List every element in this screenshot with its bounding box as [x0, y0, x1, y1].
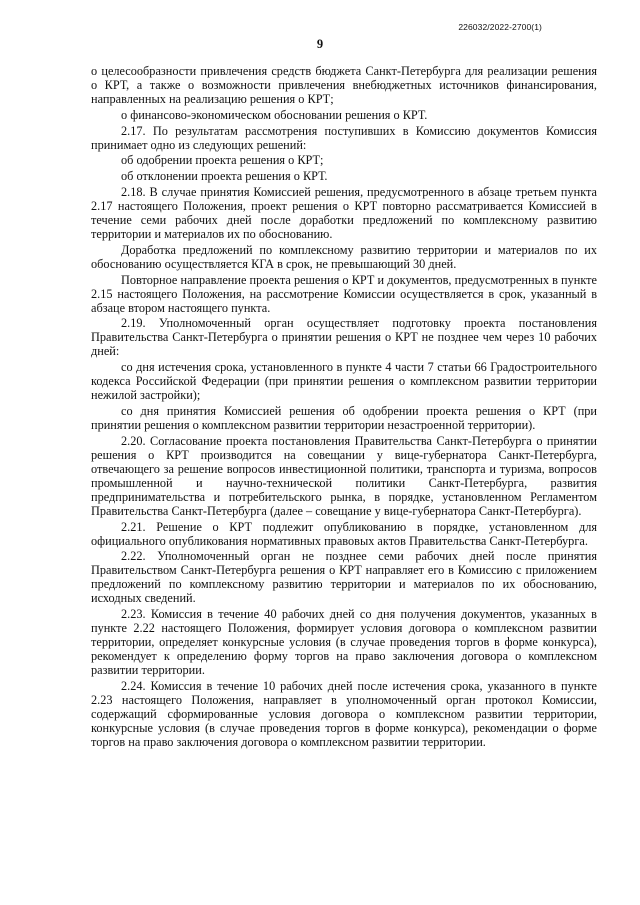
paragraph: об отклонении проекта решения о КРТ.: [121, 169, 328, 184]
paragraph: со дня принятия Комиссией решения об одобрении проекта решения о КРТ (при принятии решения о комплексном развитии территории незастроенной территории).: [91, 403, 597, 432]
paragraph: 2.22. Уполномоченный орган не позднее семи рабочих дней после принятия Правительством Санкт-Петербурга решения о КРТ направляет его в Комиссию с приложением предложений по комплексному развитию территории и материалов по их обоснованию, исходных сведений.: [91, 549, 597, 606]
paragraph: Повторное направление проекта решения о КРТ и документов, предусмотренных в пункте 2.15 настоящего Положения, на рассмотрение Комиссии осуществляется в срок, указанный в абзаце втором настоящего пункта.: [91, 272, 597, 315]
paragraph: об одобрении проекта решения о КРТ;: [121, 153, 324, 168]
page-number: 9: [316, 37, 324, 51]
paragraph: о целесообразности привлечения средств бюджета Санкт-Петербурга для реализации решения о КРТ, а также о возможности привлечения внебюджетных источников финансирования, направленных на реализацию решения о КРТ;: [91, 64, 597, 106]
paragraph: Доработка предложений по комплексному развитию территории и материалов по их обоснованию осуществляется КГА в срок, не превышающий 30 дней.: [91, 242, 597, 271]
paragraph: со дня истечения срока, установленного в пункте 4 части 7 статьи 66 Градостроительного кодекса Российской Федерации (при принятии решения о комплексном развитии территории нежилой застройки);: [91, 360, 597, 403]
paragraph: 2.18. В случае принятия Комиссией решения, предусмотренного в абзаце третьем пункта 2.17 настоящего Положения, проект решения о КРТ повторно рассматривается Комиссией в течение семи рабочих дней после доработки предложений по комплексному развитию территории и материалов их по обоснованию.: [91, 184, 597, 241]
document-id: 226032/2022-2700(1): [458, 22, 542, 32]
paragraph: 2.24. Комиссия в течение 10 рабочих дней после истечения срока, указанного в пункте 2.23 настоящего Положения, направляет в уполномоченный орган протокол Комиссии, содержащий сформированные условия договора о комплексном развитии территории, конкурсные условия (в случае проведения торгов в форме конкурса), рекомендации о форме торгов на право заключения договора о комплексном развитии территории.: [91, 678, 597, 749]
paragraph: 2.21. Решение о КРТ подлежит опубликованию в порядке, установленном для официального опубликования нормативных правовых актов Правительства Санкт-Петербурга.: [91, 519, 597, 548]
paragraph: 2.23. Комиссия в течение 40 рабочих дней со дня получения документов, указанных в пункте 2.22 настоящего Положения, формирует условия договора о комплексном развитии территории, определяет конкурсные условия (в случае проведения торгов в форме конкурса), рекомендует к определению форму торгов на право заключения договора о комплексном развитии территории.: [91, 607, 597, 678]
paragraph: о финансово-экономическом обосновании решения о КРТ.: [121, 107, 428, 122]
paragraph: 2.20. Согласование проекта постановления Правительства Санкт-Петербурга о принятии решения о КРТ производится на совещании у вице-губернатора Санкт-Петербурга, отвечающего за решение вопросов инвестиционной политики, транспорта и туризма, вопросов промышленной и научно-технической политики Санкт-Петербурга, развития предпринимательства и потребительского рынка, в порядке, установленном Регламентом Правительства Санкт-Петербурга (далее – совещание у вице-губернатора Санкт-Петербурга).: [91, 433, 597, 518]
document-body: [91, 64, 597, 751]
paragraph: 2.17. По результатам рассмотрения поступивших в Комиссию документов Комиссия принимает одно из следующих решений:: [91, 123, 597, 152]
paragraph: 2.19. Уполномоченный орган осуществляет подготовку проекта постановления Правительства Санкт-Петербурга о принятии решения о КРТ не позднее чем через 10 рабочих дней:: [91, 316, 597, 359]
